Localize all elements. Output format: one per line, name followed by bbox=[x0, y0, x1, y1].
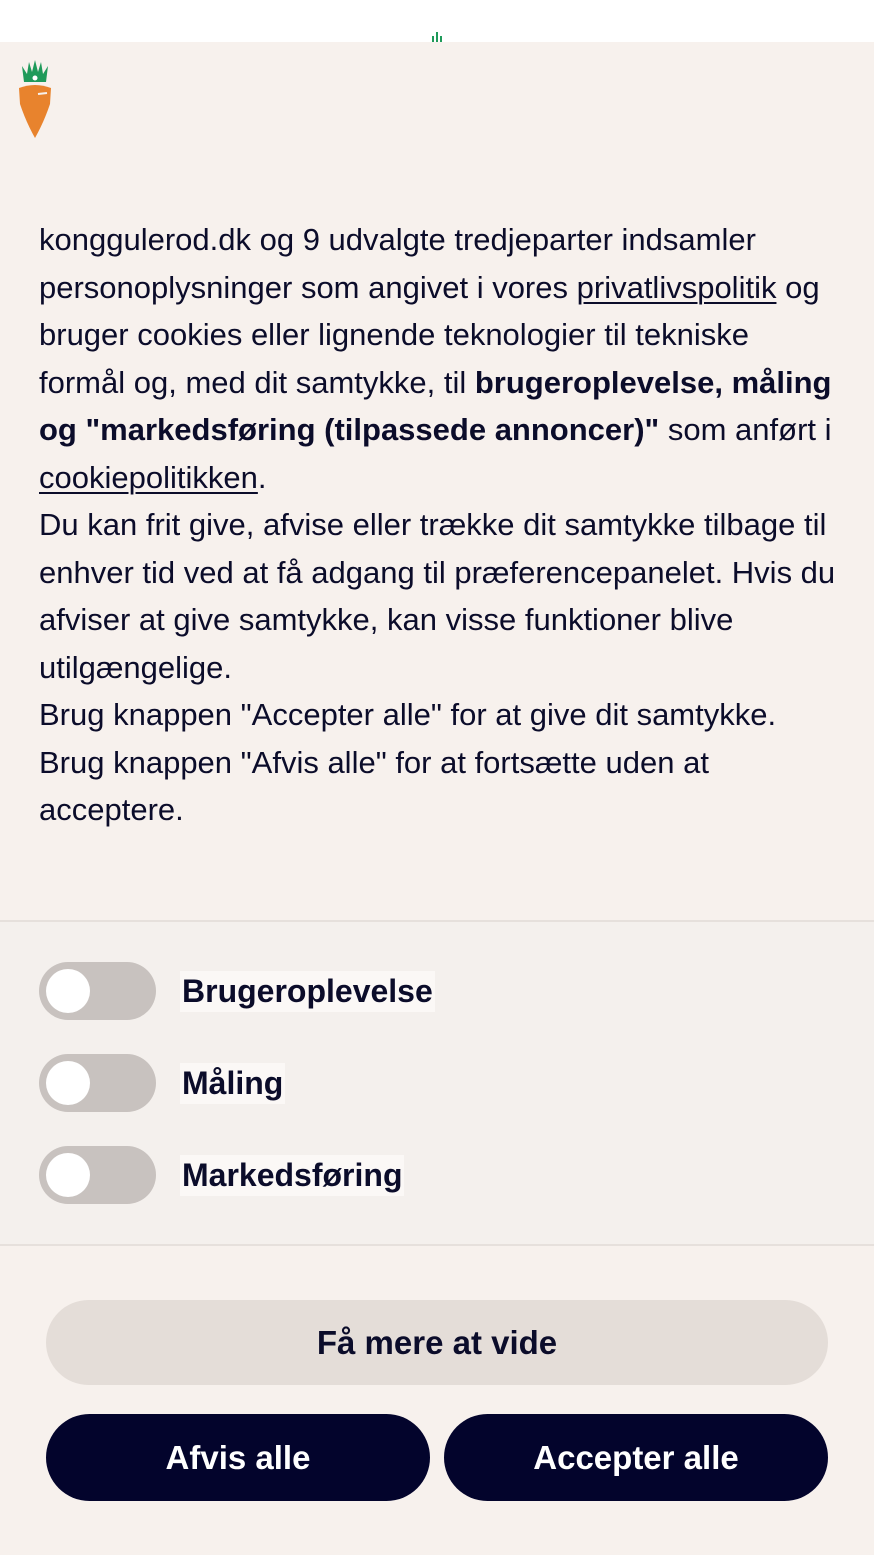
toggle-knob bbox=[46, 1153, 90, 1197]
preference-label: Markedsføring bbox=[180, 1155, 404, 1196]
reject-all-button[interactable]: Afvis alle bbox=[46, 1414, 430, 1501]
consent-withdraw-text: Du kan frit give, afvise eller trække dit samtykke tilbage til enhver tid ved at få adgang til præferencepanelet. Hvis du afviser at give samtykke, kan visse funktioner blive utilgængelige. bbox=[39, 507, 836, 685]
divider bbox=[0, 1244, 874, 1246]
toggle-brugeroplevelse[interactable] bbox=[39, 962, 156, 1020]
sprout-icon bbox=[428, 32, 446, 42]
cookie-consent-dialog bbox=[0, 42, 874, 1555]
toggle-knob bbox=[46, 1061, 90, 1105]
consent-text-part: . bbox=[257, 459, 267, 495]
consent-text-part: som anført i bbox=[659, 412, 832, 447]
carrot-logo-icon bbox=[18, 60, 52, 140]
consent-buttons-hint: Brug knappen "Accepter alle" for at give dit samtykke. Brug knappen "Afvis alle" for at fortsætte uden at acceptere. bbox=[39, 697, 777, 827]
preference-row-brugeroplevelse bbox=[39, 962, 435, 1020]
preference-row-markedsforing bbox=[39, 1146, 404, 1204]
consent-text-part: konggulerod.dk og 9 udvalgte tredjeparter indsamler personoplysninger som angivet i vores bbox=[39, 222, 756, 305]
preference-label: Brugeroplevelse bbox=[180, 971, 435, 1012]
page-header bbox=[0, 0, 874, 42]
cookie-policy-link[interactable]: cookiepolitikken bbox=[39, 459, 258, 495]
toggle-knob bbox=[46, 969, 90, 1013]
accept-all-button[interactable]: Accepter alle bbox=[444, 1414, 828, 1501]
toggle-maling[interactable] bbox=[39, 1054, 156, 1112]
learn-more-button[interactable]: Få mere at vide bbox=[46, 1300, 828, 1385]
toggle-markedsforing[interactable] bbox=[39, 1146, 156, 1204]
consent-text-part: og bruger cookies eller lignende teknologier til tekniske formål og, med dit samtykke, til bbox=[39, 269, 820, 400]
consent-description bbox=[39, 216, 839, 834]
preferences-panel bbox=[0, 922, 874, 1244]
privacy-policy-link[interactable]: privatlivspolitik bbox=[576, 269, 777, 305]
consent-purposes-bold: brugeroplevelse, måling og "markedsføring (tilpassede annoncer)" bbox=[39, 364, 832, 447]
preference-label: Måling bbox=[180, 1063, 285, 1104]
preference-row-maling bbox=[39, 1054, 285, 1112]
